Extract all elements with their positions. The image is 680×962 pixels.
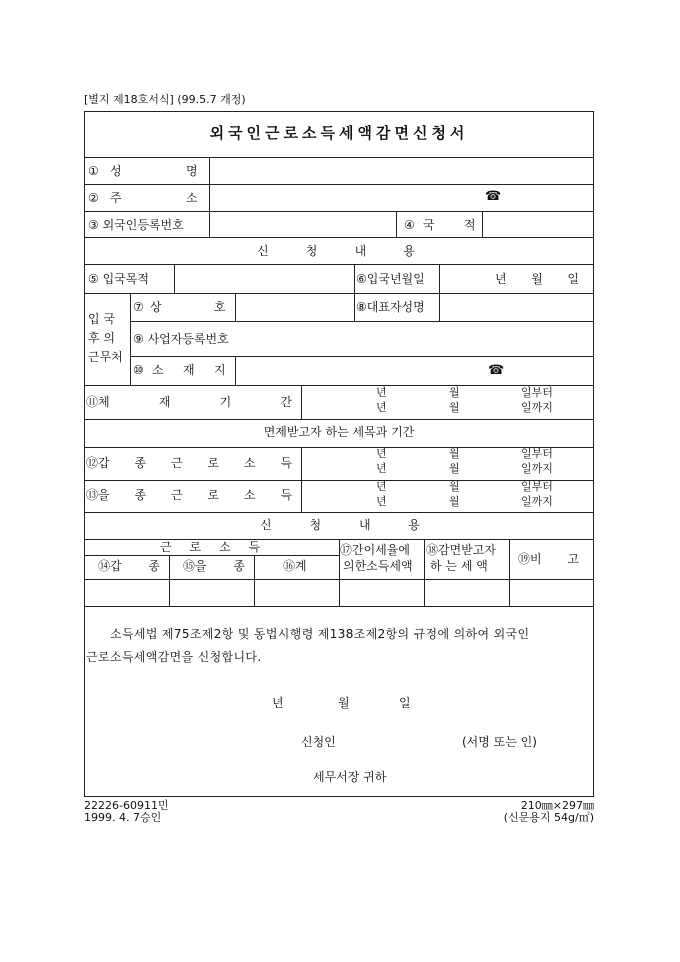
company-num: ⑦: [133, 300, 144, 314]
cell-sum[interactable]: [255, 579, 337, 604]
biz-no-field[interactable]: [235, 321, 593, 355]
date-day: 일: [399, 696, 411, 710]
phone-icon: ☎: [485, 189, 502, 204]
rep-name-field[interactable]: [440, 293, 593, 320]
cell-class-a[interactable]: [85, 579, 167, 604]
reg-no-label: ③ 외국인등록번호: [88, 218, 184, 232]
purpose-label: ⑤ 입국목적: [88, 272, 149, 286]
nationality-num: ④: [404, 218, 415, 232]
col-note-header: ⑲비 고: [518, 552, 579, 566]
stay-period-label: ⑪체 재 기 간: [86, 395, 292, 409]
footer-approval: 1999. 4. 7승인: [84, 811, 162, 824]
class-b-period-field[interactable]: 년 월 일부터 년 월 일까지: [376, 480, 553, 508]
company-label-2: 호: [214, 300, 226, 314]
income-group-header: 근 로 소 득: [160, 540, 260, 554]
name-label-1: 성: [110, 164, 122, 178]
cell-note[interactable]: [510, 579, 592, 604]
workplace-group-label: 입 국 후 의 근무처: [88, 312, 123, 364]
date-year: 년: [272, 696, 284, 710]
footer-code: 22226-60911민: [84, 799, 169, 812]
date-month: 월: [338, 696, 350, 710]
applicant-field[interactable]: [350, 729, 455, 753]
exempt-heading: 면제받고자 하는 세목과 기간: [263, 425, 415, 439]
col-reduce-header-2: 하 는 세 액: [430, 559, 488, 573]
entry-date-label: ⑥입국년월일: [356, 272, 425, 286]
col-simple-header-1: ⑰간이세율에: [340, 543, 410, 557]
location-field[interactable]: [235, 356, 593, 384]
class-b-label: ⑬을 종 근 로 소 득: [86, 488, 292, 502]
col-a-header: ⑭갑 종: [98, 559, 160, 573]
rep-name-label: ⑧대표자성명: [356, 300, 425, 314]
footer-size: 210㎜×297㎜: [520, 799, 594, 812]
addressee: 세무서장 귀하: [313, 770, 387, 784]
footer-paper: (신문용지 54g/㎡): [503, 811, 594, 824]
col-reduce-header-1: ⑱감면받고자: [426, 543, 496, 557]
class-a-period-field[interactable]: 년 월 일부터 년 월 일까지: [376, 447, 553, 475]
company-field[interactable]: [235, 293, 352, 320]
stay-period-field[interactable]: 년 월 일부터 년 월 일까지: [376, 386, 553, 414]
sign-label: (서명 또는 인): [462, 735, 537, 749]
address-field[interactable]: [209, 184, 593, 210]
name-field[interactable]: [209, 157, 593, 183]
phone-icon: ☎: [488, 363, 505, 378]
form-number: [별지 제18호서식] (99.5.7 개정): [84, 93, 246, 106]
location-num: ⑩: [133, 363, 144, 377]
class-a-label: ⑫갑 종 근 로 소 득: [86, 456, 292, 470]
reg-no-field[interactable]: [209, 211, 394, 237]
statement-line-1: 소득세법 제75조제2항 및 동법시행령 제138조제2항의 규정에 의하여 외국인: [110, 627, 530, 641]
address-num: ②: [88, 191, 99, 205]
applicant-label: 신청인: [301, 735, 336, 749]
address-label-1: 주: [110, 191, 122, 205]
company-label-1: 상: [150, 300, 162, 314]
cell-class-b[interactable]: [170, 579, 252, 604]
address-label-2: 소: [186, 191, 198, 205]
nationality-label-1: 국: [423, 218, 435, 232]
biz-no-label: ⑨ 사업자등록번호: [133, 332, 229, 346]
location-label-3: 지: [214, 363, 226, 377]
statement-line-2: 근로소득세액감면을 신청합니다.: [86, 650, 262, 664]
location-label-2: 재: [183, 363, 195, 377]
name-label-2: 명: [186, 164, 198, 178]
col-simple-header-2: 의한소득세액: [343, 559, 413, 573]
nationality-field[interactable]: [482, 211, 593, 237]
cell-simple-tax[interactable]: [340, 579, 422, 604]
form-title: 외국인근로소득세액감면신청서: [209, 124, 469, 142]
name-num: ①: [88, 164, 99, 178]
col-b-header: ⑮을 종: [183, 559, 245, 573]
section-request-heading-2: 신 청 내 용: [260, 518, 420, 532]
cell-reduce-tax[interactable]: [425, 579, 507, 604]
nationality-label-2: 적: [464, 218, 476, 232]
location-label-1: 소: [152, 363, 164, 377]
section-request-heading: 신 청 내 용: [257, 244, 415, 258]
purpose-field[interactable]: [174, 264, 352, 290]
col-sum-header: ⑯계: [283, 559, 307, 573]
entry-date-units: 년 월 일: [495, 272, 579, 286]
